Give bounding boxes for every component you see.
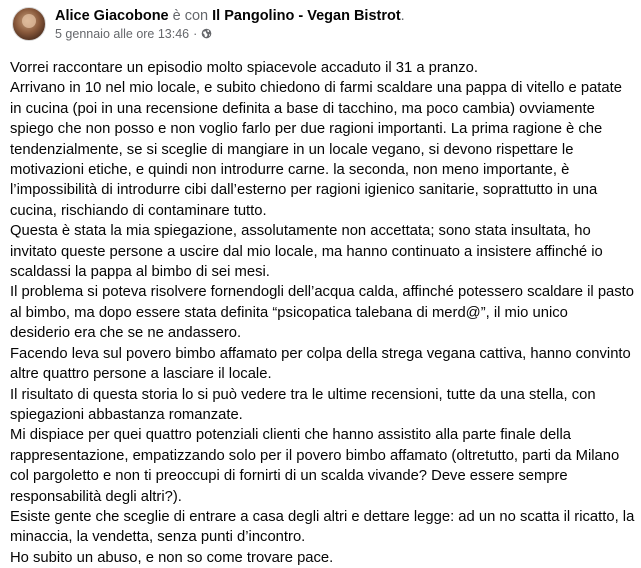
post-text-line: in cucina (poi in una recensione definita a base di tacchino, ma poco cambia) ovviamente xyxy=(10,100,595,117)
post-text-line: Facendo leva sul povero bimbo affamato per colpa della strega vegana cattiva, hanno convinto xyxy=(10,345,631,362)
globe-icon[interactable] xyxy=(201,28,212,39)
post-text-line: spiego che non posso e non voglio farlo per due ragioni importanti. La prima ragione è che xyxy=(10,121,603,138)
post-text-line: cucina, rischiando di contaminare tutto. xyxy=(10,202,267,219)
post-header-text xyxy=(55,7,405,42)
post-timestamp-link[interactable]: 5 gennaio alle ore 13:46 xyxy=(55,26,190,41)
avatar[interactable] xyxy=(12,7,46,41)
post-text-line: scaldassi la pappa al bimbo di sei mesi. xyxy=(10,264,270,281)
post-header xyxy=(12,4,405,44)
post-text-line: invitato queste persone a uscire dal mio locale, ma hanno continuato a insistere affinché io xyxy=(10,243,603,260)
meta-separator: · xyxy=(193,26,198,41)
post-text-line: Arrivano in 10 nel mio locale, e subito chiedono di farmi scaldare una pappa di vitello e patate xyxy=(10,80,622,97)
post-text-line: Ho subito un abuso, e non so come trovare pace. xyxy=(10,549,334,566)
author-name-link[interactable]: Alice Giacobone xyxy=(55,7,169,24)
post-text-line: Vorrei raccontare un episodio molto spiacevole accaduto il 31 a pranzo. xyxy=(10,60,479,76)
post-text-line: col pargoletto e non ti preoccupi di fornirti di un scalda vivande? Deve essere sempre xyxy=(10,468,568,485)
post-text-line: Il risultato di questa storia lo si può vedere tra le ultime recensioni, tutte da una stella, con xyxy=(10,386,596,403)
post-text-line: altre quattro persone a lasciare il locale. xyxy=(10,366,272,383)
post-text-line: Il problema si poteva risolvere fornendogli dell’acqua calda, affinché potessero scaldare il pasto xyxy=(10,284,635,301)
post-meta xyxy=(55,26,405,42)
post-body xyxy=(10,58,638,568)
post-text-line: Mi dispiace per quei quattro potenziali clienti che hanno assistito alla parte finale della xyxy=(10,427,571,444)
post-text-line: l’impossibilità di introdurre cibi dall’esterno per ragioni igienico sanitarie, soprattutto in una xyxy=(10,182,598,199)
trailing-period: . xyxy=(400,7,405,24)
post-text-line: Questa è stata la mia spiegazione, assolutamente non accettata; sono stata insultata, ho xyxy=(10,223,591,240)
post-author-line xyxy=(55,7,405,25)
post-text-line: responsabilità degli altri?). xyxy=(10,488,182,505)
post-text-line: tendenzialmente, se si sceglie di mangiare in un locale vegano, si devono rispettare le xyxy=(10,141,574,158)
post-text-line: desiderio era che se ne andassero. xyxy=(10,325,242,342)
post-text-line: spiegazioni abbastanza romanzate. xyxy=(10,406,243,423)
with-text: è con xyxy=(168,7,213,24)
tagged-page-link[interactable]: Il Pangolino - Vegan Bistrot xyxy=(212,7,401,24)
post-text-line: motivazioni etiche, e quindi non introdurre carne. la seconda, non meno importante, è xyxy=(10,162,570,179)
post-text-line: minaccia, la vendetta, senza punti d’incontro. xyxy=(10,529,306,546)
post-text-line: rappresentazione, empatizzando solo per il povero bimbo affamato (oltretutto, parti da Milano xyxy=(10,447,620,464)
post-text-line: Esiste gente che sceglie di entrare a casa degli altri e dettare legge: ad un no scatta il ricatto, la xyxy=(10,508,635,525)
post-text-line: al bimbo, ma dopo essere stata definita “psicopatica talebana di merd@”, il mio unico xyxy=(10,304,568,321)
